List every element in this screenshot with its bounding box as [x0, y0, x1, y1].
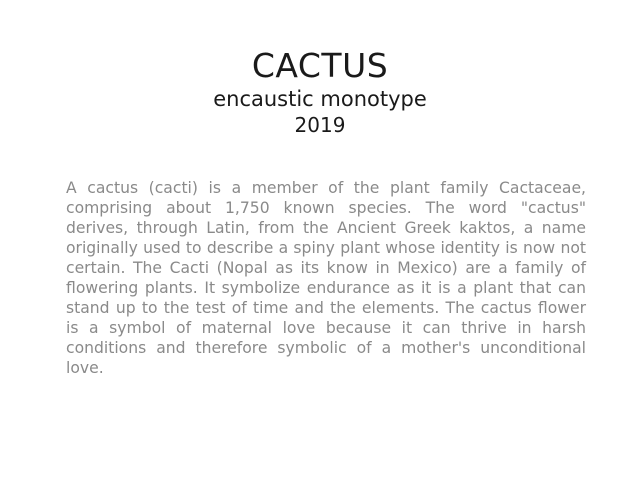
- artwork-year: 2019: [294, 113, 346, 137]
- title-block: [0, 46, 640, 138]
- artwork-medium: encaustic monotype: [213, 87, 427, 111]
- artwork-title: CACTUS: [251, 46, 389, 85]
- artwork-description: A cactus (cacti) is a member of the plant family Cactaceae, comprising about 1,750 known species. The word "cactus" derives, through Latin, from the Ancient Greek kaktos, a name originally used to describe a spiny plant whose identity is now not certain. The Cacti (Nopal as its know in Mexico) are a family of flowering plants. It symbolize endurance as it is a plant that can stand up to the test of time and the elements. The cactus flower is a symbol of maternal love because it can thrive in harsh conditions and therefore symbolic of a mother's unconditional love.: [66, 179, 586, 377]
